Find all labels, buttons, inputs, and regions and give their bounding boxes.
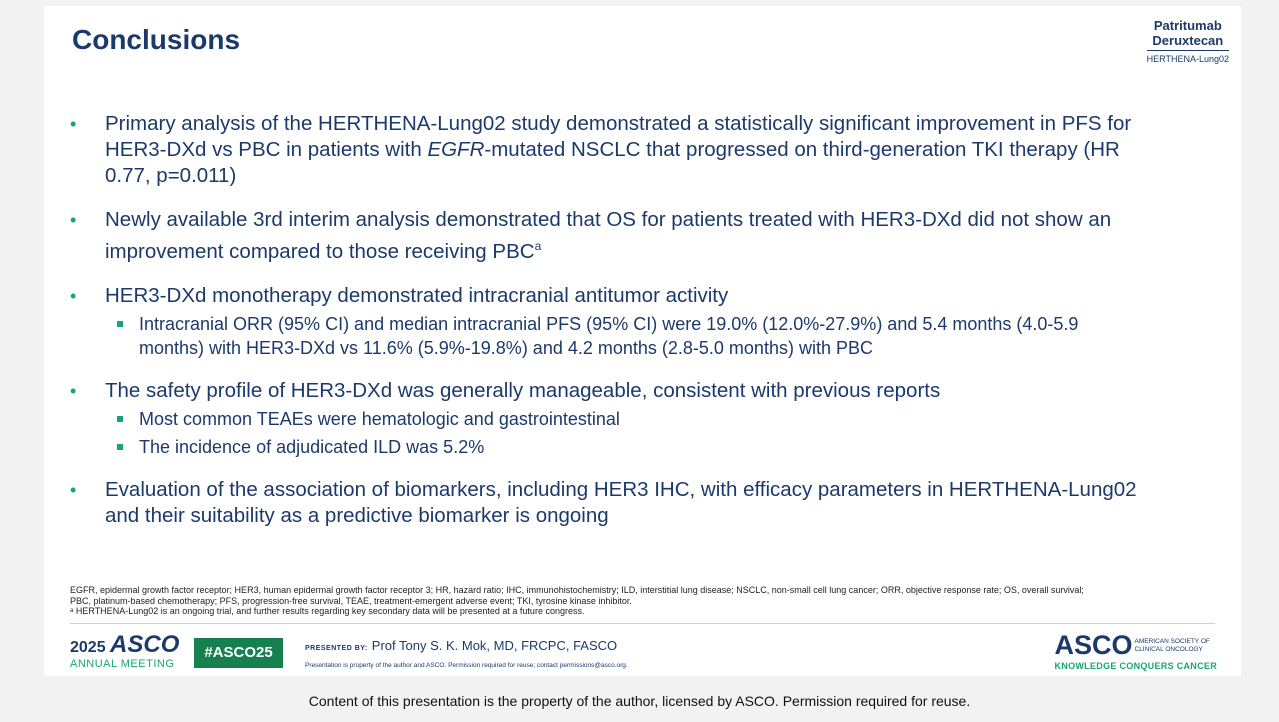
sub-bullet-text: Intracranial ORR (95% CI) and median intracranial PFS (95% CI) were 19.0% (12.0%-27.9%) and 5.4 months (4.0-5.9 months) with HER3-DXd vs 11.6% (5.9%-19.8%) and 4.2 months (2.8-5.0 months) with PBC [139,313,1079,358]
meeting-year: 2025 [70,639,106,656]
asco-org-logo [1054,630,1217,671]
brand-line-1: Patritumab [1153,18,1222,33]
footnote-line: EGFR, epidermal growth factor receptor; HER3, human epidermal growth factor receptor 3; HR, hazard ratio; IHC, immunohistochemistry; ILD, interstitial lung disease; NSCLC, non-small cell lung cancer; ORR, objective response rate; OS, overall survival; [70,585,1084,595]
brand-study-name: HERTHENA-Lung02 [1146,54,1229,64]
bullet-text: The safety profile of HER3-DXd was generally manageable, consistent with previous reports [105,378,941,402]
bullet-text: Evaluation of the association of biomarkers, including HER3 IHC, with efficacy parameters in HERTHENA-Lung02 and their suitability as a predictive biomarker is ongoing [105,477,1137,527]
footer-divider [70,623,1215,624]
bullet-text-post: -mutated NSCLC that progressed on third-generation TKI therapy (HR 0.77, p=0.011) [105,138,1120,187]
bullet-text: HER3-DXd monotherapy demonstrated intracranial antitumor activity [105,283,729,307]
bullet-dot-icon: • [70,210,77,230]
bullet-text-pre: Primary analysis of the HERTHENA-Lung02 study demonstrated a statistically significant improvement in PFS for HER3-DXd vs PBC in patients with [105,112,1132,161]
sub-bullet-text: The incidence of adjudicated ILD was 5.2% [139,436,485,457]
bullet-dot-icon: • [70,114,77,134]
slide-title: Conclusions [72,24,241,55]
square-bullet-icon [117,416,123,422]
meeting-subtitle: ANNUAL MEETING [70,658,175,670]
bullet-dot-icon: • [70,285,77,306]
bullet-item [68,378,1148,459]
sub-bullet-list [105,312,1148,360]
permission-note: Presentation is property of the author and ASCO. Permission required for reuse; contact permissions@asco.org. [305,662,628,669]
hashtag-badge: #ASCO25 [194,638,283,668]
bullet-item [68,111,1148,189]
sub-bullet-item [105,435,1148,459]
bullet-text-italic: EGFR [427,138,485,161]
meeting-brand: ASCO [110,631,180,658]
presenter-info [305,638,628,669]
presented-by-label: PRESENTED BY: [305,645,368,652]
bullet-item [68,283,1148,360]
sub-bullet-text: Most common TEAEs were hematologic and gastrointestinal [139,408,620,429]
conclusions-list [68,111,1148,547]
bullet-item [68,207,1148,265]
bullet-dot-icon: • [70,380,77,401]
brand-line-2: Deruxtecan [1152,33,1224,48]
asco-sub-1: AMERICAN SOCIETY OF [1134,637,1210,645]
footnote-line: ᵃ HERTHENA-Lung02 is an ongoing trial, and further results regarding key secondary data will be presented at a future congress. [70,606,585,616]
footnote-marker: a [534,239,542,253]
sub-bullet-list [105,407,1148,459]
footnote-line: PBC, platinum-based chemotherapy; PFS, progression-free survival, TEAE, treatment-emergent adverse event; TKI, tyrosine kinase inhibitor. [70,595,632,606]
bullet-dot-icon: • [70,479,77,500]
brand-divider [1147,50,1229,51]
square-bullet-icon [117,321,123,327]
asco-sub-2: CLINICAL ONCOLOGY [1134,645,1203,653]
asco-wordmark: ASCO [1054,630,1133,660]
abbreviations-footnote [70,585,1230,617]
asco-tagline: KNOWLEDGE CONQUERS CANCER [1054,661,1217,671]
square-bullet-icon [117,444,123,450]
slide [44,6,1241,676]
asco-annual-meeting-logo [70,631,180,670]
viewer-caption: Content of this presentation is the property of the author, licensed by ASCO. Permission required for reuse. [308,693,971,709]
sub-bullet-item [105,407,1148,431]
product-brand [1147,18,1229,64]
bullet-text: Newly available 3rd interim analysis demonstrated that OS for patients treated with HER3-DXd did not show an improvement compared to those receiving PBC [105,208,1112,263]
presenter-name: Prof Tony S. K. Mok, MD, FRCPC, FASCO [371,638,618,653]
bullet-item [68,477,1148,529]
sub-bullet-item [105,312,1148,360]
